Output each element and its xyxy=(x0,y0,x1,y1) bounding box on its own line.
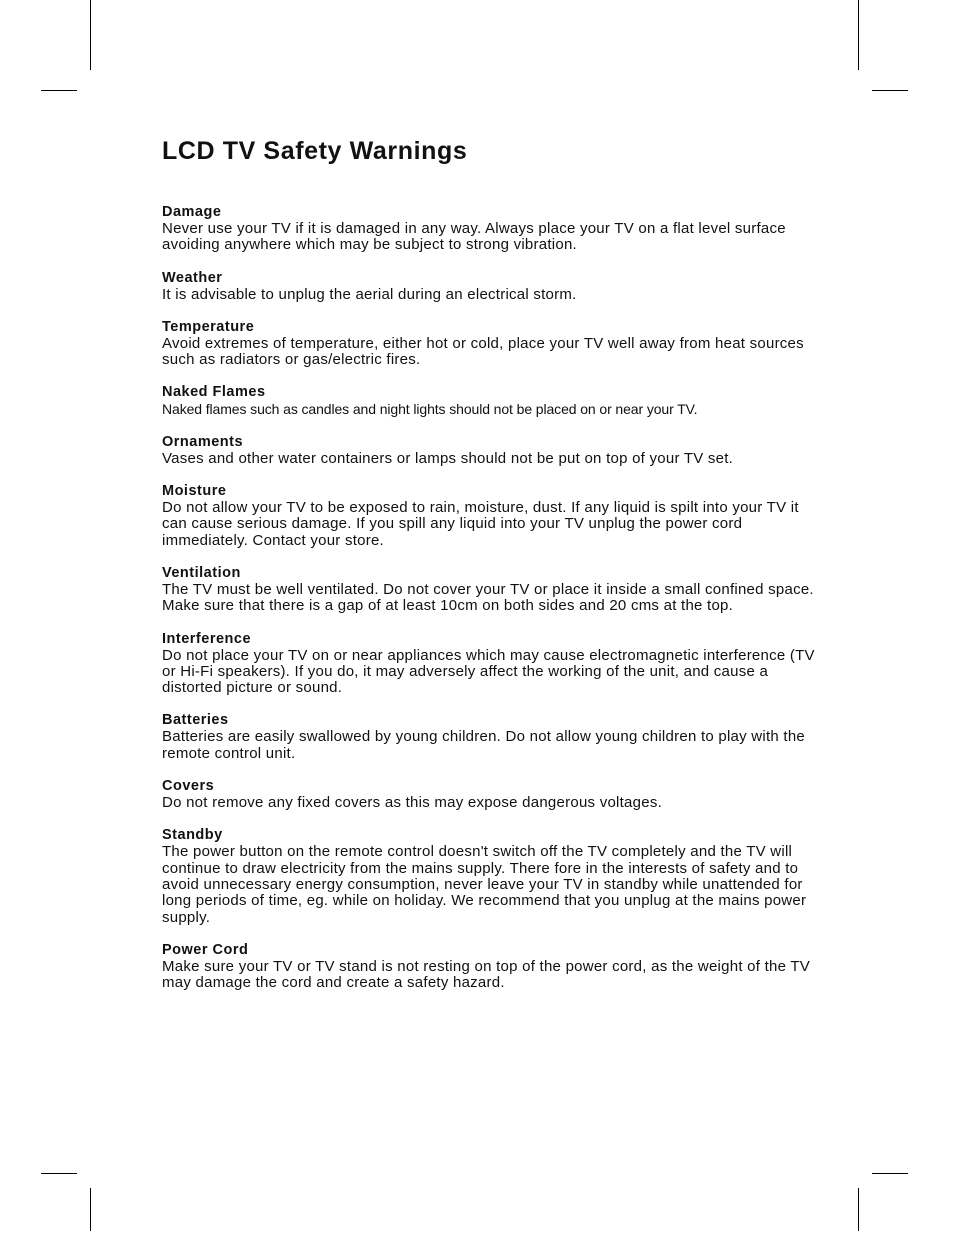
section-heading: Weather xyxy=(162,269,223,286)
crop-mark-bottom-right-vertical xyxy=(858,1188,859,1231)
section-heading: Ornaments xyxy=(162,433,244,450)
section-batteries xyxy=(162,712,822,762)
crop-mark-top-right-horizontal xyxy=(872,90,908,91)
section-heading: Ventilation xyxy=(162,564,241,581)
section-body: Do not remove any fixed covers as this may expose dangerous voltages. xyxy=(162,794,663,812)
crop-mark-bottom-right-horizontal xyxy=(872,1173,908,1174)
section-power-cord xyxy=(162,942,822,992)
section-heading: Standby xyxy=(162,827,223,844)
crop-mark-top-left-vertical xyxy=(90,0,91,70)
section-heading: Covers xyxy=(162,778,215,795)
section-weather xyxy=(162,270,822,303)
document-page xyxy=(162,134,822,1007)
section-naked-flames xyxy=(162,384,822,417)
crop-mark-top-left-horizontal xyxy=(41,90,77,91)
section-body: It is advisable to unplug the aerial during an electrical storm. xyxy=(162,285,577,303)
section-heading: Batteries xyxy=(162,712,229,729)
section-body: The TV must be well ventilated. Do not cover your TV or place it inside a small confined space. Make sure that there is a gap of at least 10cm on both sides and 20 cms at the top. xyxy=(162,580,814,615)
section-damage xyxy=(162,204,822,254)
section-ventilation xyxy=(162,565,822,615)
section-body: Naked flames such as candles and night lights should not be placed on or near your TV. xyxy=(162,401,698,418)
section-interference xyxy=(162,631,822,697)
section-body: Never use your TV if it is damaged in any way. Always place your TV on a flat level surface avoiding anywhere which may be subject to strong vibration. xyxy=(162,220,786,254)
section-temperature xyxy=(162,319,822,369)
section-heading: Moisture xyxy=(162,483,227,500)
section-heading: Temperature xyxy=(162,318,255,335)
section-body: Avoid extremes of temperature, either hot or cold, place your TV well away from heat sources such as radiators or gas/electric fires. xyxy=(162,334,804,369)
warnings-list xyxy=(162,204,822,991)
crop-mark-bottom-left-vertical xyxy=(90,1188,91,1231)
section-body: Do not place your TV on or near appliances which may cause electromagnetic interference (TV or Hi-Fi speakers). If you do, it may adversely affect the working of the unit, and cause a distorted picture or sound. xyxy=(162,646,815,697)
section-body: Do not allow your TV to be exposed to rain, moisture, dust. If any liquid is spilt into your TV it can cause serious damage. If you spill any liquid into your TV unplug the power cord immediately. Contact your store. xyxy=(162,499,799,549)
section-body: Make sure your TV or TV stand is not resting on top of the power cord, as the weight of the TV may damage the cord and create a safety hazard. xyxy=(162,957,810,992)
section-covers xyxy=(162,778,822,811)
section-heading: Naked Flames xyxy=(162,384,266,401)
page-title: LCD TV Safety Warnings xyxy=(162,137,468,165)
section-ornaments xyxy=(162,434,822,467)
section-heading: Interference xyxy=(162,630,252,647)
section-body: The power button on the remote control doesn't switch off the TV completely and the TV will continue to draw electricity from the mains supply. There fore in the interests of safety and to avoid unnecessary energy consumption, never leave your TV in standby while unattended for long periods of time, eg. while on holiday. We recommend that you unplug at the mains power supply. xyxy=(162,843,807,926)
section-body: Batteries are easily swallowed by young children. Do not allow young children to play with the remote control unit. xyxy=(162,728,806,762)
crop-mark-top-right-vertical xyxy=(858,0,859,70)
section-body: Vases and other water containers or lamps should not be put on top of your TV set. xyxy=(162,449,734,467)
section-moisture xyxy=(162,483,822,549)
section-heading: Damage xyxy=(162,204,222,220)
section-standby xyxy=(162,827,822,925)
section-heading: Power Cord xyxy=(162,941,249,958)
crop-mark-bottom-left-horizontal xyxy=(41,1173,77,1174)
